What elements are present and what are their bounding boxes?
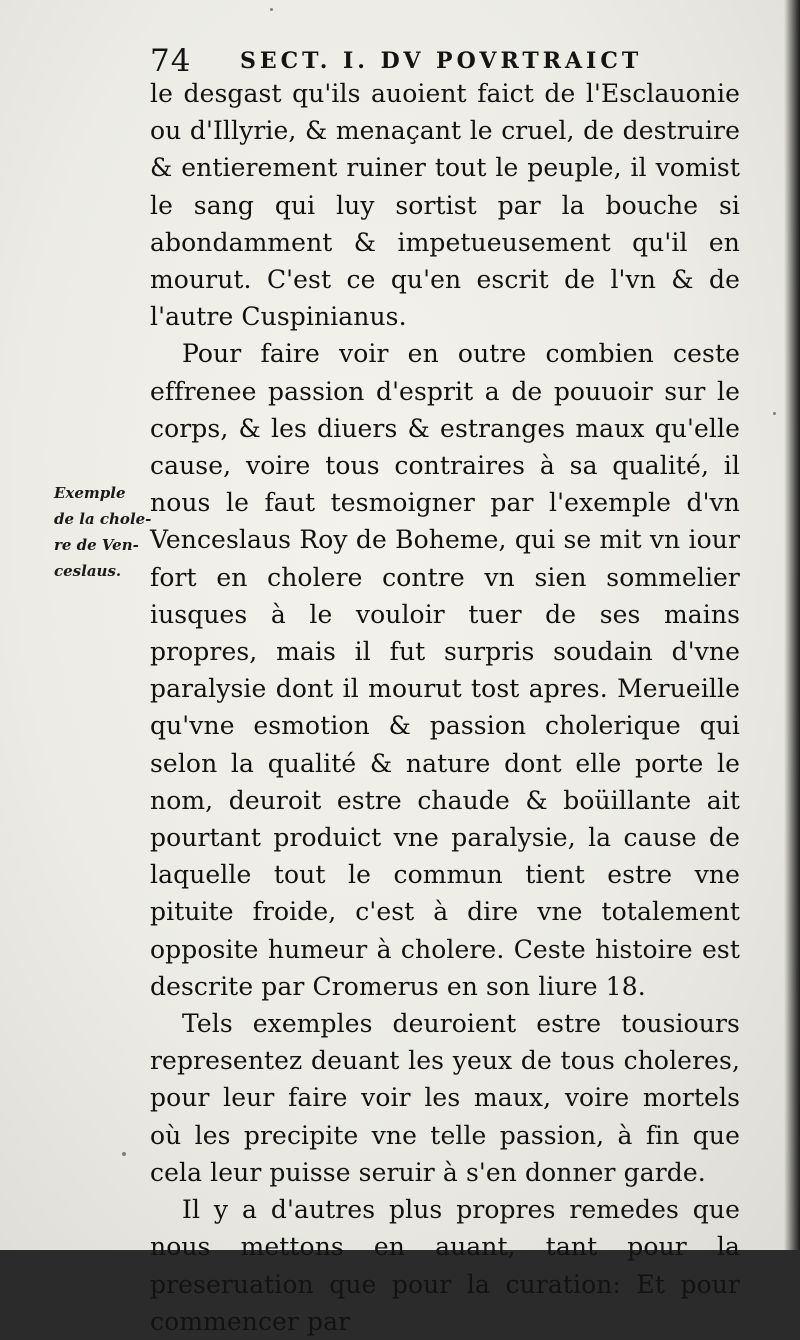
margin-note (54, 480, 154, 584)
paragraph: Tels exemples deuroient estre tousiours representez deuant les yeux de tous choleres, pour leur faire voir les maux, voire mortels où les precipite vne telle passion, à fin que cela leur puisse seruir à s'en donner garde. (150, 1009, 740, 1187)
ink-speck (122, 1152, 126, 1156)
margin-note-line: de la chole- (54, 510, 152, 528)
margin-note-line: re de Ven- (54, 536, 139, 554)
ink-speck (773, 412, 776, 415)
main-text (150, 75, 740, 1340)
running-head: SECT. I. DV POVRTRAICT (240, 48, 643, 74)
ink-speck (270, 8, 273, 11)
paragraph: Il y a d'autres plus propres remedes que nous mettons en auant, tant pour la preseruation que pour la curation: Et pour commencer par (150, 1195, 740, 1336)
paragraph: Pour faire voir en outre combien ceste effrenee passion d'esprit a de pouuoir sur le corps, & les diuers & estranges maux qu'elle cause, voire tous contraires à sa qualité, il nous le faut tesmoigner par l'exemple d'vn Venceslaus Roy de Boheme, qui se mit vn iour fort en cholere contre vn sien sommelier iusques à le vouloir tuer de ses mains propres, mais il fut surpris soudain d'vne paralysie dont il mourut tost apres. Merueille qu'vne esmotion & passion cholerique qui selon la qualité & nature dont elle porte le nom, deuroit estre chaude & boüillante ait pourtant produict vne paralysie, la cause de laquelle tout le commun tient estre vne pituite froide, c'est à dire vne totalement opposite humeur à cholere. Ceste histoire est descrite par Cromerus en son liure 18. (150, 339, 740, 1001)
paragraph: le desgast qu'ils auoient faict de l'Esclauonie ou d'Illyrie, & menaçant le cruel, de destruire & entierement ruiner tout le peuple, il vomist le sang qui luy sortist par la bouche si abondamment & impetueusement qu'il en mourut. C'est ce qu'en escrit de l'vn & de l'autre Cuspinianus. (150, 79, 740, 332)
margin-note-line: Exemple (54, 484, 126, 502)
page-number: 74 (150, 43, 192, 79)
margin-note-line: ceslaus. (54, 562, 122, 580)
